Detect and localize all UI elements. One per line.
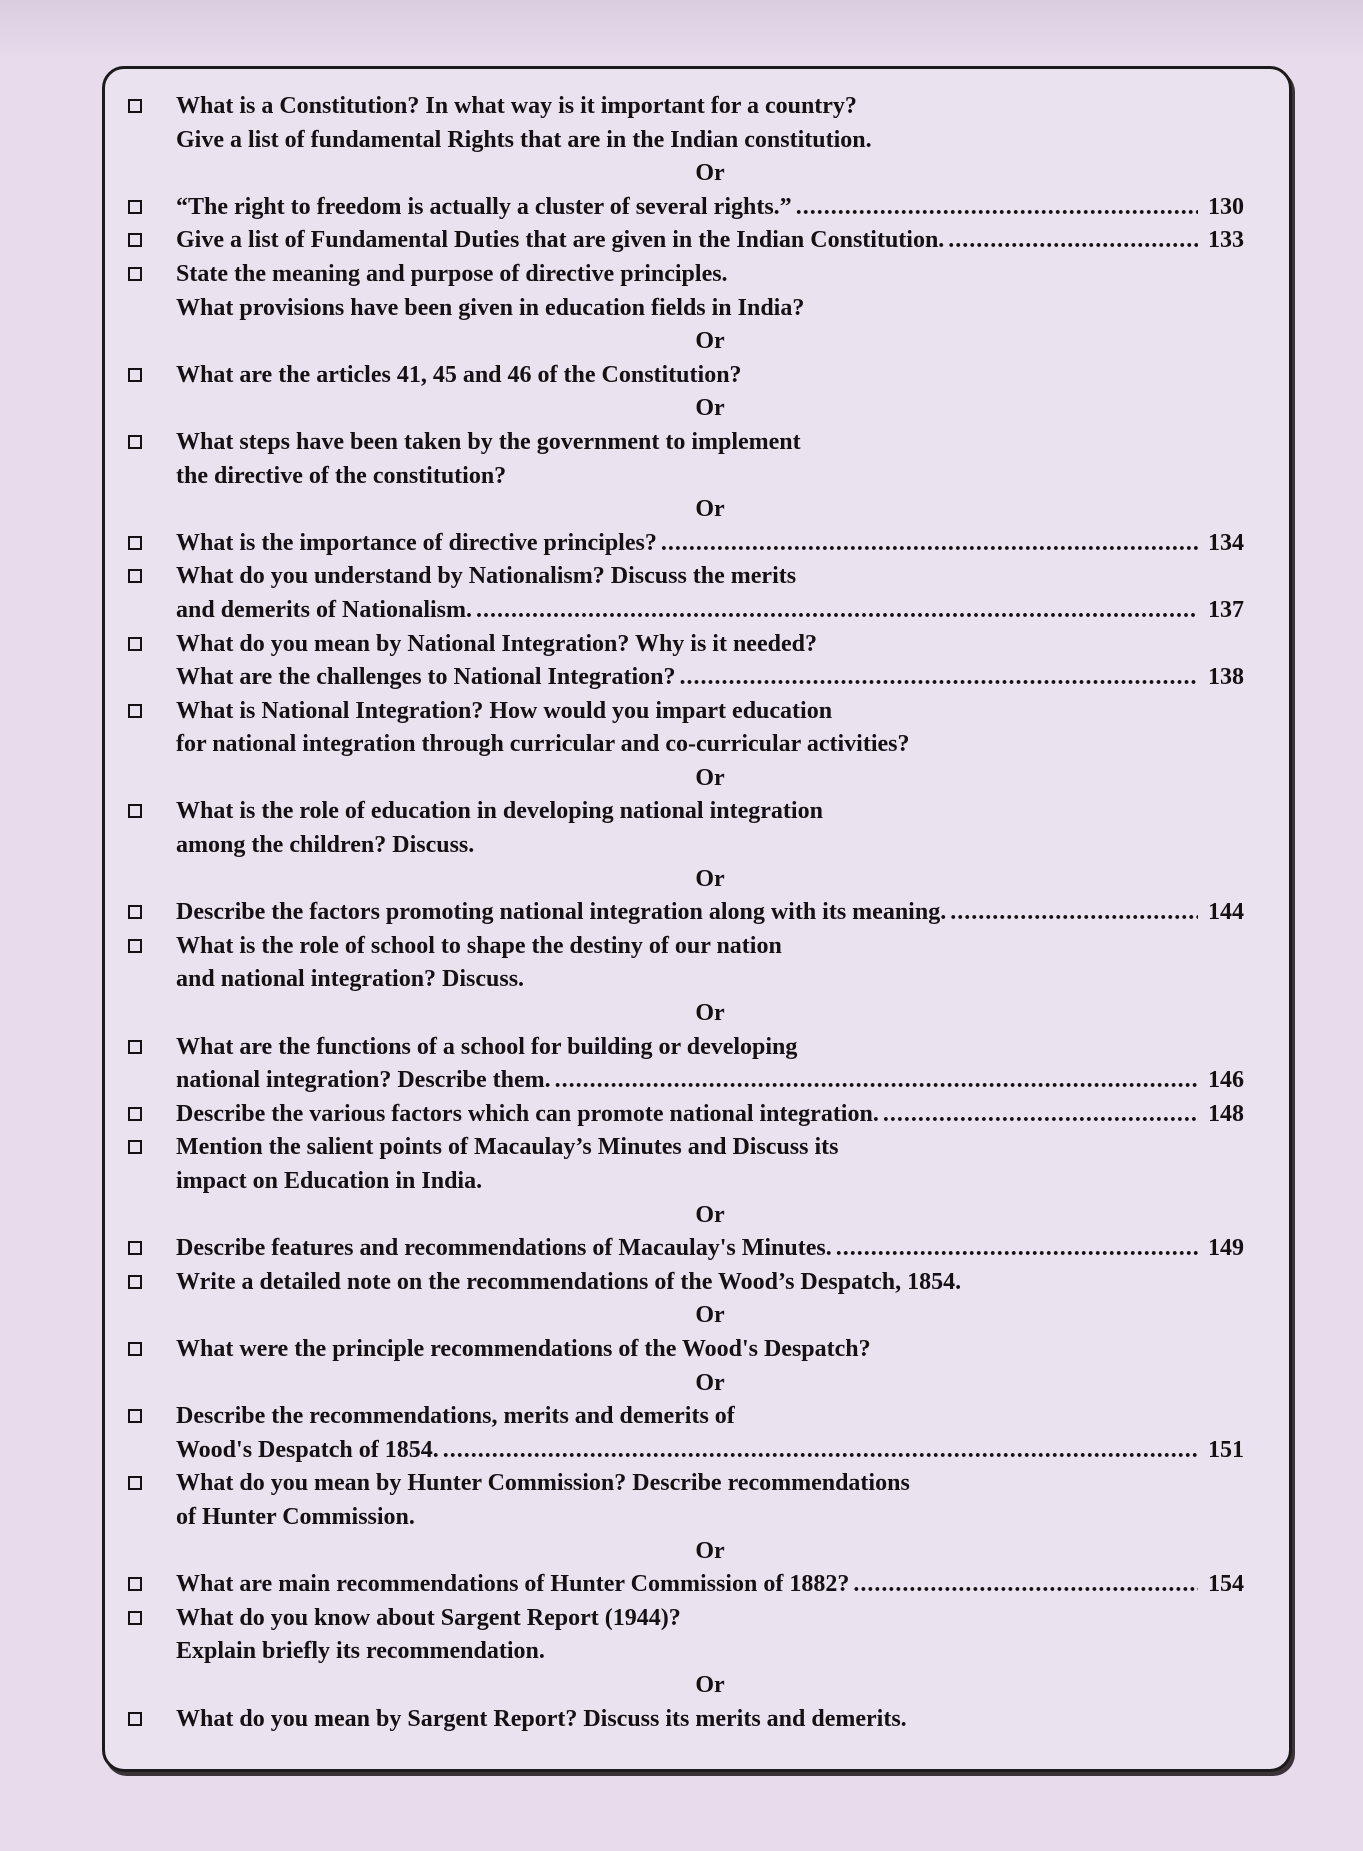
checkbox-bullet-icon: [128, 1409, 142, 1423]
page-number: 148: [1208, 1100, 1244, 1127]
question-text: What were the principle recommendations of the Wood's Despatch?: [176, 1335, 871, 1362]
checkbox-bullet-icon: [128, 1275, 142, 1289]
question-item: [126, 560, 1244, 627]
dot-leader: [948, 224, 1198, 258]
checkbox-bullet-icon: [128, 1712, 142, 1726]
question-text: Write a detailed note on the recommendations of the Wood’s Despatch, 1854.: [176, 1268, 962, 1295]
checkbox-bullet-icon: [128, 1107, 142, 1121]
question-item: [126, 1266, 1244, 1300]
question-line: [126, 1703, 1244, 1737]
question-text: What is the role of education in developing national integration: [176, 798, 823, 825]
page-number: 149: [1208, 1235, 1244, 1262]
question-text: national integration? Describe them.: [176, 1067, 551, 1094]
checkbox-bullet-icon: [128, 1140, 142, 1154]
question-text: What is a Constitution? In what way is it important for a country?: [176, 93, 857, 119]
dot-leader: [661, 527, 1198, 561]
question-text: “The right to freedom is actually a cluster of several rights.”: [176, 193, 792, 220]
checkbox-bullet-icon: [128, 704, 142, 718]
question-line: [126, 426, 1244, 460]
question-text: What do you mean by Sargent Report? Discuss its merits and demerits.: [176, 1705, 907, 1732]
question-line: [126, 661, 1244, 695]
question-item: [126, 795, 1244, 862]
question-item: [126, 191, 1244, 225]
page-number: 133: [1208, 227, 1244, 254]
question-item: [126, 1703, 1244, 1737]
question-item: [126, 930, 1244, 997]
dot-leader: [555, 1064, 1198, 1098]
or-separator: Or: [695, 1000, 725, 1027]
question-item: [126, 359, 1244, 393]
question-line: [126, 1131, 1244, 1165]
question-item: [126, 1131, 1244, 1198]
dot-leader: [883, 1098, 1198, 1132]
question-line: [126, 1266, 1244, 1300]
checkbox-bullet-icon: [128, 1342, 142, 1356]
question-text: the directive of the constitution?: [176, 462, 507, 489]
or-separator: Or: [695, 764, 725, 791]
question-item: [126, 695, 1244, 762]
checkbox-bullet-icon: [128, 1241, 142, 1255]
page-number: 130: [1208, 193, 1244, 220]
question-line: [126, 1031, 1244, 1065]
or-separator: Or: [695, 1201, 725, 1228]
question-line: [126, 1232, 1244, 1266]
question-line: [126, 795, 1244, 829]
page-number: 137: [1208, 596, 1244, 623]
dot-leader: [476, 594, 1198, 628]
or-separator: Or: [695, 328, 725, 355]
checkbox-bullet-icon: [128, 905, 142, 919]
page-number: 154: [1208, 1571, 1244, 1598]
question-text: of Hunter Commission.: [176, 1503, 415, 1530]
question-item: [126, 628, 1244, 695]
dot-leader: [796, 191, 1198, 225]
question-item: [126, 896, 1244, 930]
question-line: [126, 594, 1244, 628]
checkbox-bullet-icon: [128, 99, 142, 113]
question-text: Mention the salient points of Macaulay’s Minutes and Discuss its: [176, 1134, 839, 1161]
checkbox-bullet-icon: [128, 536, 142, 550]
or-separator: Or: [695, 1537, 725, 1564]
question-text: What are the functions of a school for building or developing: [176, 1033, 798, 1060]
question-item: [126, 1568, 1244, 1602]
question-line: [126, 1602, 1244, 1636]
question-line: [126, 1434, 1244, 1468]
question-text: for national integration through curricular and co-curricular activities?: [176, 731, 910, 758]
question-text: Wood's Despatch of 1854.: [176, 1436, 439, 1463]
question-item: [126, 1400, 1244, 1467]
dot-leader: [853, 1568, 1198, 1602]
question-line: [126, 896, 1244, 930]
question-text: Give a list of Fundamental Duties that are given in the Indian Constitution.: [176, 227, 945, 254]
or-separator: Or: [695, 160, 725, 187]
question-text: State the meaning and purpose of directive principles.: [176, 260, 728, 287]
question-line: [126, 191, 1244, 225]
question-line: [126, 560, 1244, 594]
question-item: [126, 224, 1244, 258]
checkbox-bullet-icon: [128, 435, 142, 449]
checkbox-bullet-icon: [128, 1040, 142, 1054]
question-line: [126, 359, 1244, 393]
checkbox-bullet-icon: [128, 1577, 142, 1591]
dot-leader: [443, 1434, 1198, 1468]
checkbox-bullet-icon: [128, 569, 142, 583]
checkbox-bullet-icon: [128, 368, 142, 382]
dot-leader: [680, 661, 1198, 695]
question-line: [126, 460, 1244, 494]
question-text: Describe the factors promoting national integration along with its meaning.: [176, 899, 947, 926]
question-text: Explain briefly its recommendation.: [176, 1638, 545, 1665]
question-text: What is the importance of directive principles?: [176, 529, 657, 556]
question-text: What are main recommendations of Hunter Commission of 1882?: [176, 1571, 850, 1598]
question-text: Describe the recommendations, merits and demerits of: [176, 1403, 735, 1430]
question-item: [126, 90, 1244, 157]
question-text: What do you mean by National Integration? Why is it needed?: [176, 630, 817, 657]
checkbox-bullet-icon: [128, 200, 142, 214]
question-item: [126, 1031, 1244, 1098]
question-text: What provisions have been given in education fields in India?: [176, 294, 805, 321]
checkbox-bullet-icon: [128, 233, 142, 247]
checkbox-bullet-icon: [128, 1476, 142, 1490]
question-line: [126, 527, 1244, 561]
question-line: [126, 1098, 1244, 1132]
or-separator: Or: [695, 865, 725, 892]
question-item: [126, 426, 1244, 493]
question-line: [126, 292, 1244, 326]
question-line: [126, 1333, 1244, 1367]
question-text: among the children? Discuss.: [176, 832, 475, 859]
question-line: [126, 628, 1244, 662]
question-item: [126, 1098, 1244, 1132]
page-number: 144: [1208, 899, 1244, 926]
checkbox-bullet-icon: [128, 1611, 142, 1625]
checkbox-bullet-icon: [128, 804, 142, 818]
question-list: [126, 90, 1244, 1736]
page-number: 138: [1208, 664, 1244, 691]
page-number: 134: [1208, 529, 1244, 556]
question-item: [126, 1602, 1244, 1669]
or-separator: Or: [695, 395, 725, 422]
question-text: Describe the various factors which can promote national integration.: [176, 1100, 879, 1127]
question-line: [126, 1635, 1244, 1669]
question-text: What do you understand by Nationalism? Discuss the merits: [176, 563, 797, 590]
or-separator: Or: [695, 1302, 725, 1329]
question-text: What are the articles 41, 45 and 46 of the Constitution?: [176, 361, 742, 388]
question-line: [126, 829, 1244, 863]
question-line: [126, 728, 1244, 762]
question-line: [126, 695, 1244, 729]
question-line: [126, 1400, 1244, 1434]
question-text: What is National Integration? How would you impart education: [176, 697, 833, 724]
question-text: and demerits of Nationalism.: [176, 596, 472, 623]
question-item: [126, 1333, 1244, 1367]
question-text: What is the role of school to shape the destiny of our nation: [176, 932, 782, 959]
question-text: What are the challenges to National Integration?: [176, 664, 676, 691]
question-line: [126, 90, 1244, 124]
question-line: [126, 930, 1244, 964]
checkbox-bullet-icon: [128, 637, 142, 651]
question-text: What do you mean by Hunter Commission? Describe recommendations: [176, 1470, 910, 1497]
question-text: impact on Education in India.: [176, 1168, 483, 1194]
question-line: [126, 963, 1244, 997]
question-text: Give a list of fundamental Rights that are in the Indian constitution.: [176, 126, 872, 153]
checkbox-bullet-icon: [128, 267, 142, 281]
question-line: [126, 1165, 1244, 1199]
question-line: [126, 1568, 1244, 1602]
question-line: [126, 1064, 1244, 1098]
question-item: [126, 258, 1244, 325]
question-item: [126, 1467, 1244, 1534]
question-item: [126, 527, 1244, 561]
question-line: [126, 258, 1244, 292]
dot-leader: [836, 1232, 1198, 1266]
question-line: [126, 124, 1244, 158]
or-separator: Or: [695, 496, 725, 523]
question-line: [126, 224, 1244, 258]
question-line: [126, 1467, 1244, 1501]
question-text: What steps have been taken by the government to implement: [176, 428, 801, 455]
page-top-edge: [0, 0, 1363, 60]
or-separator: Or: [695, 1671, 725, 1698]
question-text: and national integration? Discuss.: [176, 966, 525, 993]
or-separator: Or: [695, 1369, 725, 1396]
dot-leader: [950, 896, 1198, 930]
question-text: What do you know about Sargent Report (1944)?: [176, 1604, 681, 1631]
question-text: Describe features and recommendations of Macaulay's Minutes.: [176, 1235, 832, 1262]
question-line: [126, 1501, 1244, 1535]
question-item: [126, 1232, 1244, 1266]
page-number: 151: [1208, 1436, 1244, 1463]
page-number: 146: [1208, 1067, 1244, 1094]
checkbox-bullet-icon: [128, 939, 142, 953]
